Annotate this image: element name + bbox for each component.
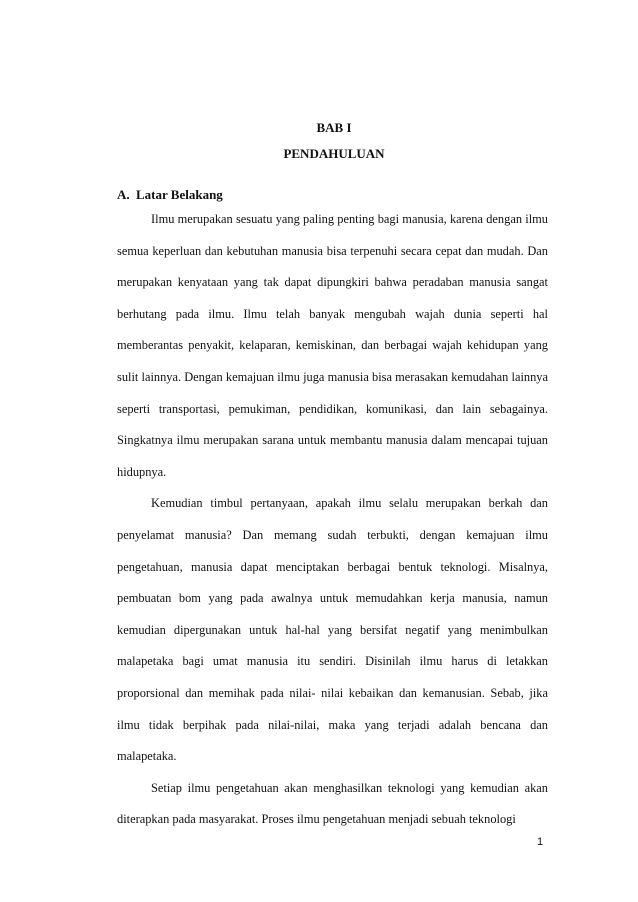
paragraph: Kemudian timbul pertanyaan, apakah ilmu selalu merupakan berkah dan penyelamat manusia? Dan memang sudah terbukti, dengan kemajuan ilmu pengetahuan, manusia dapat menciptakan berbagai bentuk teknologi. Misalnya, pembuatan bom yang pada awalnya untuk memudahkan kerja manusia, namun kemudian dipergunakan untuk hal-hal yang bersifat negatif yang menimbulkan malapetaka bagi umat manusia itu sendiri. Disinilah ilmu harus di letakkan proporsional dan memihak pada nilai- nilai kebaikan dan kemanusian. Sebab, jika ilmu tidak berpihak pada nilai-nilai, maka yang terjadi adalah bencana dan malapetaka. (117, 496, 548, 764)
section-title: Latar Belakang (136, 187, 223, 202)
paragraph: Ilmu merupakan sesuatu yang paling penting bagi manusia, karena dengan ilmu semua keperluan dan kebutuhan manusia bisa terpenuhi secara cepat dan mudah. Dan merupakan kenyataan yang tak dapat dipungkiri bahwa peradaban manusia sangat berhutang pada ilmu. Ilmu telah banyak mengubah wajah dunia seperti hal memberantas penyakit, kelaparan, kemiskinan, dan berbagai wajah kehidupan yang sulit lainnya. Dengan kemajuan ilmu juga manusia bisa merasakan kemudahan lainnya seperti transportasi, pemukiman, pendidikan, komunikasi, dan lain sebagainya. Singkatnya ilmu merupakan sarana untuk membantu manusia dalam mencapai tujuan hidupnya. (117, 212, 548, 479)
chapter-number: BAB I (316, 120, 352, 135)
page-number: 1 (537, 836, 544, 848)
chapter-title: PENDAHULUAN (283, 146, 385, 161)
paragraph: Setiap ilmu pengetahuan akan menghasilkan teknologi yang kemudian akan diterapkan pada masyarakat. Proses ilmu pengetahuan menjadi sebuah teknologi (117, 780, 548, 827)
section-marker: A. (117, 187, 130, 202)
section-heading (117, 187, 223, 203)
body-text (117, 204, 548, 836)
